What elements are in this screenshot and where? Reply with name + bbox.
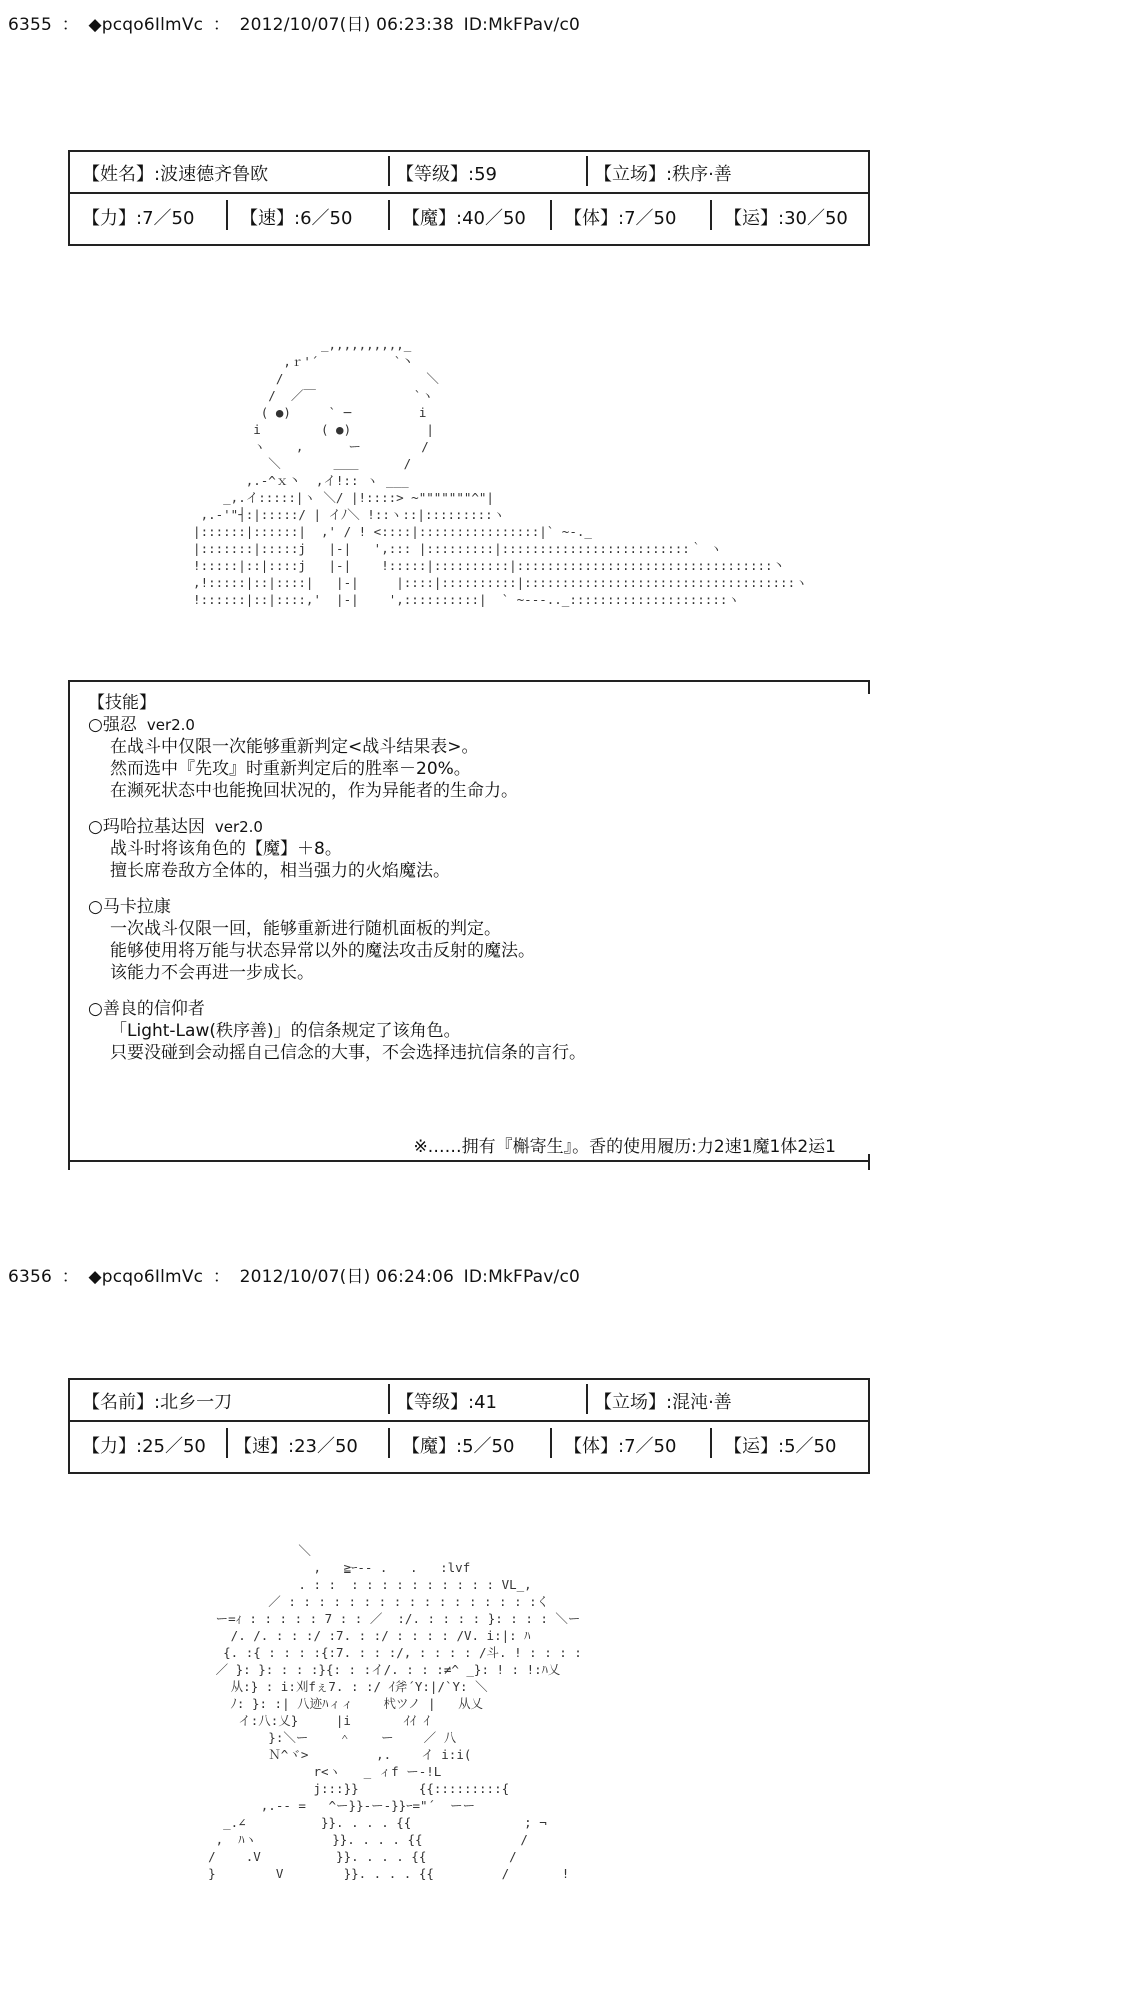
name-cell: 【名前】:北乡一刀	[82, 1392, 233, 1413]
divider	[388, 1428, 390, 1458]
skill-desc: 战斗时将该角色的【魔】＋8。	[110, 839, 342, 859]
stats-row-attributes	[68, 198, 870, 232]
skills-list	[88, 692, 586, 1078]
ascii-art-character: _,,,,,,,,,,_ ,ｒ'´ `丶 / ＼ / ／￣ `ヽ ( ●) ` ─ i i ( ●) | ヽ , ー / ＼ ＿＿ / ,.-^ｘ丶 ,イ!:: ヽ ___ _,.イ:::::|ヽ ＼/ |!::::> ~"""""""^"| ,.-'"┤:|:::::/ | イﾉ＼ !::ヽ::|:::::::::ヽ |::::::|::::::| ,' / ! <::::|::::::::::::::::|` ~-._ |:::::::|:::::j |-| ',::: |:::::::::|:::::::::::::::::::::::::｀ ヽ !:::::|::|::::j |-| !:::::|::::::::::|::::::::::::::::::::::::::::::::::丶 ,!:::::|::|::::| |-| |::::|::::::::::|::::::::::::::::::::::::::::::::::::ヽ !::::::|::|::::,' |-| ',::::::::::| ` ~---.._:::::::::::::::::::::ヽ	[193, 337, 808, 607]
post-datetime: 2012/10/07(日) 06:23:38	[239, 15, 455, 35]
skill-entry	[88, 816, 586, 882]
skill-desc: 在濒死状态中也能挽回状况的，作为异能者的生命力。	[110, 781, 518, 801]
divider	[388, 200, 390, 230]
stat-magic: 【魔】:40／50	[402, 208, 526, 229]
skill-desc: 擅长席卷敌方全体的，相当强力的火焰魔法。	[110, 861, 450, 881]
divider	[710, 1428, 712, 1458]
divider	[586, 1384, 588, 1414]
level-cell: 【等级】:59	[396, 164, 497, 185]
skill-desc: 能够使用将万能与状态异常以外的魔法攻击反射的魔法。	[110, 941, 535, 961]
divider	[710, 200, 712, 230]
skills-heading: 【技能】	[88, 693, 156, 713]
stat-body: 【体】:7／50	[564, 208, 677, 229]
post-header	[8, 10, 584, 35]
skill-entry	[88, 896, 586, 984]
divider	[388, 156, 390, 186]
skill-title: ○玛哈拉基达因	[88, 817, 205, 837]
separator: ：	[61, 15, 79, 35]
separator: ：	[212, 1267, 231, 1287]
stat-speed: 【速】:23／50	[234, 1436, 358, 1457]
divider	[68, 1420, 870, 1422]
stat-luck: 【运】:30／50	[724, 208, 848, 229]
alignment-cell: 【立场】:秩序·善	[594, 164, 732, 185]
stat-strength: 【力】:25／50	[82, 1436, 206, 1457]
post-number: 6355	[8, 15, 53, 35]
stat-luck: 【运】:5／50	[724, 1436, 837, 1457]
stat-strength: 【力】:7／50	[82, 208, 195, 229]
skill-title: ○强忍	[88, 715, 137, 735]
name-cell: 【姓名】:波速德齐鲁欧	[82, 164, 269, 185]
divider	[68, 680, 870, 682]
divider	[68, 1160, 870, 1162]
stat-magic: 【魔】:5／50	[402, 1436, 515, 1457]
divider	[550, 200, 552, 230]
poster-name: ◆pcqo6IlmVc	[88, 1267, 204, 1287]
character-sheet	[68, 1378, 870, 1998]
divider	[868, 1154, 870, 1170]
divider	[68, 150, 870, 152]
character-sheet	[68, 150, 870, 1170]
stats-row-identity	[68, 1382, 870, 1416]
divider	[868, 680, 870, 694]
stats-row-identity	[68, 154, 870, 188]
ascii-art-character: ＼ , ≧ｰ-- . . :lvf . : : : : : : : : : : : : VL_, ／ : : : : : : : : : : : : : : : : :く ー=ｨ : : : : : 7 : : ／ :/. : : : : }: : : : ＼ー /. /. : : :/ :7. : :/ : : : : /V. i:|: ﾊ {. :{ : : : :{:7. : : :/, : : : : /斗. ! : : : : ／ }: }: : : :}{: : :イ/. : : :≠^ _}: ! : !:ﾊ乂 从:} : i:刈fぇ7. : :/ ｲ斧´Y:|/`Y: ＼ ﾉ: }: :| 八迹ﾊィィ 杙ツノ | 从乂 イ:八:乂} |i ｲｲ ｲ }:＼ー ＾ ー ／ 八 Ｎ^ヾ> ,. イ i:i( r<ヽ _ ィf ー-!L j:::}} {{:::::::::{ ,.-- = ^ー}}-ー-}}ｰ="´ ーー _.∠ }}. . . . {{ ; ¬ , ﾊヽ }}. . . . {{ / / .V }}. . . . {{ / } V }}. . . . {{ / !	[208, 1543, 582, 1881]
poster-id: ID:MkFPav/c0	[463, 1267, 581, 1287]
level-cell: 【等级】:41	[396, 1392, 497, 1413]
skill-title: ○马卡拉康	[88, 897, 171, 917]
skill-entry	[88, 998, 586, 1064]
alignment-cell: 【立场】:混沌·善	[594, 1392, 732, 1413]
skill-desc: 在战斗中仅限一次能够重新判定<战斗结果表>。	[110, 737, 479, 757]
skill-desc: 然而选中『先攻』时重新判定后的胜率－20%。	[110, 759, 471, 779]
poster-id: ID:MkFPav/c0	[463, 15, 581, 35]
post-header	[8, 1262, 584, 1287]
skill-desc: 只要没碰到会动摇自己信念的大事，不会选择违抗信条的言行。	[110, 1043, 586, 1063]
skill-desc: 该能力不会再进一步成长。	[110, 963, 314, 983]
stat-speed: 【速】:6／50	[240, 208, 353, 229]
post-number: 6356	[8, 1267, 53, 1287]
skill-entry	[88, 714, 586, 802]
divider	[226, 200, 228, 230]
divider	[226, 1428, 228, 1458]
divider	[68, 680, 70, 1170]
separator: ：	[212, 15, 231, 35]
skill-version: ver2.0	[214, 818, 263, 836]
divider	[68, 1472, 870, 1474]
stats-row-attributes	[68, 1426, 870, 1460]
divider	[586, 156, 588, 186]
skill-desc: 「Light-Law(秩序善)」的信条规定了该角色。	[110, 1021, 461, 1041]
divider	[68, 192, 870, 194]
divider	[68, 244, 870, 246]
post-datetime: 2012/10/07(日) 06:24:06	[239, 1267, 455, 1287]
separator: ：	[61, 1267, 79, 1287]
divider	[388, 1384, 390, 1414]
skill-desc: 一次战斗仅限一回，能够重新进行随机面板的判定。	[110, 919, 501, 939]
skill-version: ver2.0	[146, 716, 195, 734]
item-usage-note: ※……拥有『槲寄生』。香的使用履历:力2速1魔1体2运1	[413, 1137, 836, 1157]
stat-body: 【体】:7／50	[564, 1436, 677, 1457]
poster-name: ◆pcqo6IlmVc	[88, 15, 204, 35]
divider	[550, 1428, 552, 1458]
divider	[68, 1378, 870, 1380]
skill-title: ○善良的信仰者	[88, 999, 205, 1019]
